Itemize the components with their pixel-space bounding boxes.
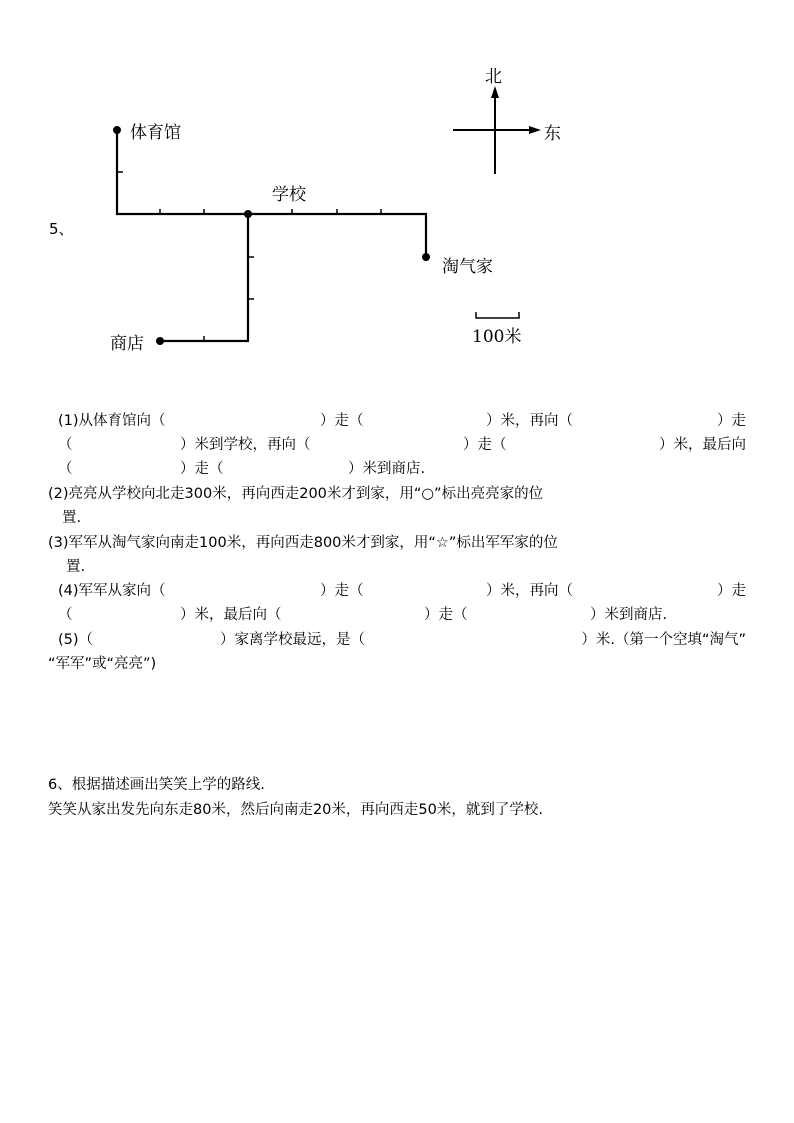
question-6-title: 6、根据描述画出笑笑上学的路线. <box>48 777 265 793</box>
school-point <box>244 210 252 218</box>
compass <box>453 92 535 174</box>
q5-part1-line1: (1)从体育馆向（ ）走（ ）米，再向（ ）走 <box>58 413 746 429</box>
question-6-text: 笑笑从家出发先向东走80米，然后向南走20米，再向西走50米，就到了学校. <box>48 802 543 818</box>
taoqi-home-point <box>422 253 430 261</box>
scale-bar <box>476 312 519 318</box>
q5-part5-line1: (5)（ ）家离学校最远，是（ ）米.（第一个空填“淘气” <box>58 632 746 648</box>
route-lines <box>117 130 426 341</box>
taoqi-home-label: 淘气家 <box>442 257 493 277</box>
q5-part2-line2: 置. <box>62 510 82 526</box>
north-label: 北 <box>485 67 502 87</box>
shop-point <box>156 337 164 345</box>
q5-part3-line1: (3)军军从淘气家向南走100米，再向西走800米才到家，用“☆”标出军军家的位 <box>48 535 558 551</box>
school-label: 学校 <box>272 185 306 205</box>
north-arrow-icon <box>491 86 499 98</box>
scale-label: 100米 <box>472 327 522 347</box>
q5-part1-line3: （ ）走（ ）米到商店. <box>58 461 426 477</box>
east-arrow-icon <box>529 126 541 134</box>
gym-label: 体育馆 <box>130 123 181 143</box>
q5-part3-line2: 置. <box>66 559 86 575</box>
shop-label: 商店 <box>110 334 144 354</box>
q5-part4-line1: (4)军军从家向（ ）走（ ）米，再向（ ）走 <box>58 583 746 599</box>
east-label: 东 <box>544 124 561 144</box>
q5-part4-line2: （ ）米，最后向（ ）走（ ）米到商店. <box>58 607 668 623</box>
question-5-number: 5、 <box>49 220 74 238</box>
q5-part5-line2: “军军”或“亮亮”) <box>48 656 157 672</box>
gym-point <box>113 126 121 134</box>
q5-part1-line2: （ ）米到学校，再向（ ）走（ ）米，最后向 <box>58 437 746 453</box>
q5-part2-line1: (2)亮亮从学校向北走300米，再向西走200米才到家，用“○”标出亮亮家的位 <box>48 486 544 502</box>
